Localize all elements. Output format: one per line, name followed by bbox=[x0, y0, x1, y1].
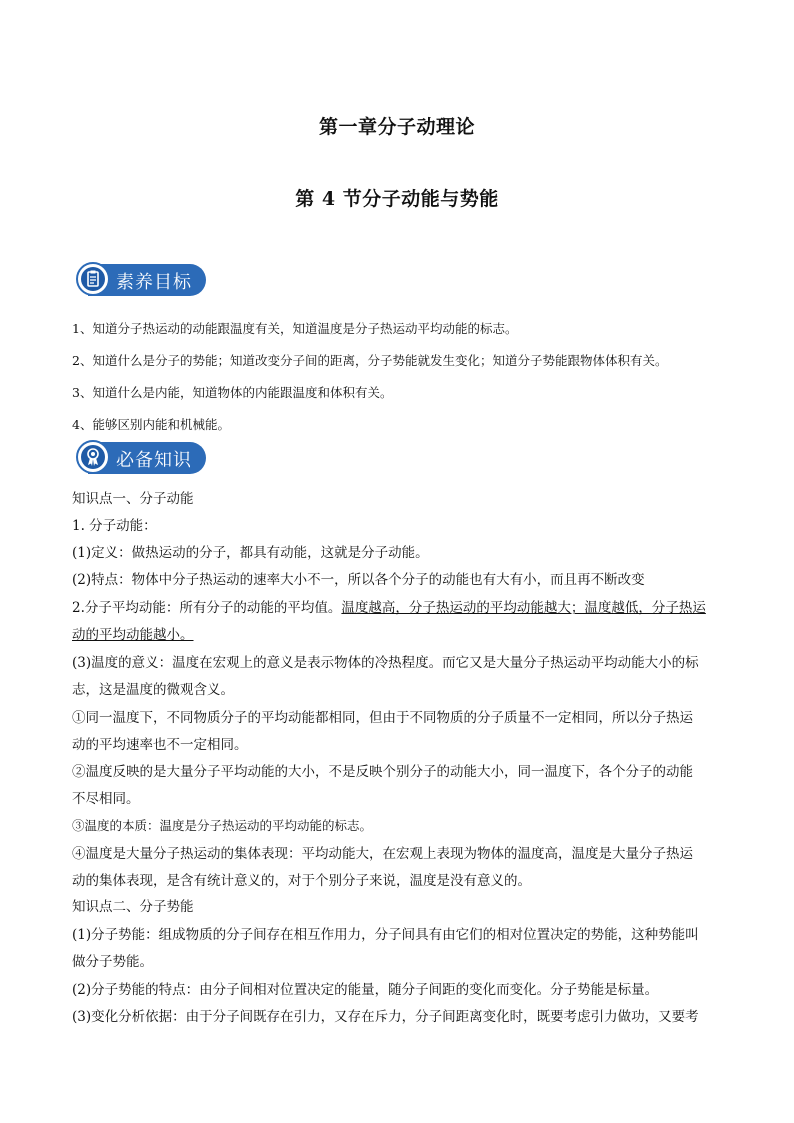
paragraph-line: 动的集体表现，是含有统计意义的，对于个别分子来说，温度是没有意义的。 bbox=[72, 873, 531, 889]
goal-item: 3、知道什么是内能，知道物体的内能跟温度和体积有关。 bbox=[72, 385, 393, 400]
goal-item: 2、知道什么是分子的势能；知道改变分子间的距离，分子势能就发生变化；知道分子势能跟物体体积有关。 bbox=[72, 353, 668, 368]
paragraph-line: 不尽相同。 bbox=[72, 791, 140, 807]
knowledge-heading: 必备知识 bbox=[116, 450, 192, 471]
paragraph-line: ②温度反映的是大量分子平均动能的大小，不是反映个别分子的动能大小，同一温度下，各个分子的动能 bbox=[72, 764, 693, 780]
section-title: 第 4 节分子动能与势能 bbox=[295, 188, 499, 210]
paragraph-line: 动的平均速率也不一定相同。 bbox=[72, 737, 248, 753]
paragraph-line: ④温度是大量分子热运动的集体表现：平均动能大，在宏观上表现为物体的温度高，温度是大量分子热运 bbox=[72, 846, 693, 862]
clipboard-icon bbox=[76, 262, 110, 296]
paragraph-line: (2)分子势能的特点：由分子间相对位置决定的能量，随分子间距的变化而变化。分子势能是标量。 bbox=[72, 982, 659, 998]
paragraph-line: (3)变化分析依据：由于分子间既存在引力，又存在斥力，分子间距离变化时，既要考虑引力做功，又要考 bbox=[72, 1009, 699, 1025]
paragraph-line: 做分子势能。 bbox=[72, 954, 153, 970]
chapter-title: 第一章分子动理论 bbox=[318, 116, 475, 138]
paragraph-line: (3)温度的意义：温度在宏观上的意义是表示物体的冷热程度。而它又是大量分子热运动平均动能大小的标 bbox=[72, 655, 699, 671]
knowledge-banner bbox=[76, 440, 208, 476]
knowledge-point-heading: 知识点二、分子势能 bbox=[72, 899, 194, 915]
paragraph-line: ①同一温度下，不同物质分子的平均动能都相同，但由于不同物质的分子质量不一定相同，所以分子热运 bbox=[72, 710, 693, 726]
goals-heading: 素养目标 bbox=[116, 272, 192, 293]
goal-item: 4、能够区别内能和机械能。 bbox=[72, 417, 230, 432]
paragraph-line: (2)特点：物体中分子热运动的速率大小不一，所以各个分子的动能也有大有小，而且再不断改变 bbox=[72, 572, 645, 588]
award-ribbon-icon bbox=[76, 440, 110, 474]
goals-banner bbox=[76, 262, 208, 298]
paragraph-line: 1. 分子动能： bbox=[72, 518, 157, 534]
goal-item: 1、知道分子热运动的动能跟温度有关，知道温度是分子热运动平均动能的标志。 bbox=[72, 321, 518, 336]
paragraph-line: 动的平均动能越小。 bbox=[72, 627, 194, 643]
knowledge-point-heading: 知识点一、分子动能 bbox=[72, 491, 194, 507]
paragraph-line: ③温度的本质：温度是分子热运动的平均动能的标志。 bbox=[72, 818, 373, 833]
paragraph-line: (1)定义：做热运动的分子，都具有动能，这就是分子动能。 bbox=[72, 545, 429, 561]
paragraph-line: (1)分子势能：组成物质的分子间存在相互作用力，分子间具有由它们的相对位置决定的势能，这种势能叫 bbox=[72, 927, 699, 943]
paragraph-line: 志，这是温度的微观含义。 bbox=[72, 682, 234, 698]
paragraph-line: 2.分子平均动能：所有分子的动能的平均值。温度越高，分子热运动的平均动能越大；温度越低，分子热运 bbox=[72, 600, 706, 616]
